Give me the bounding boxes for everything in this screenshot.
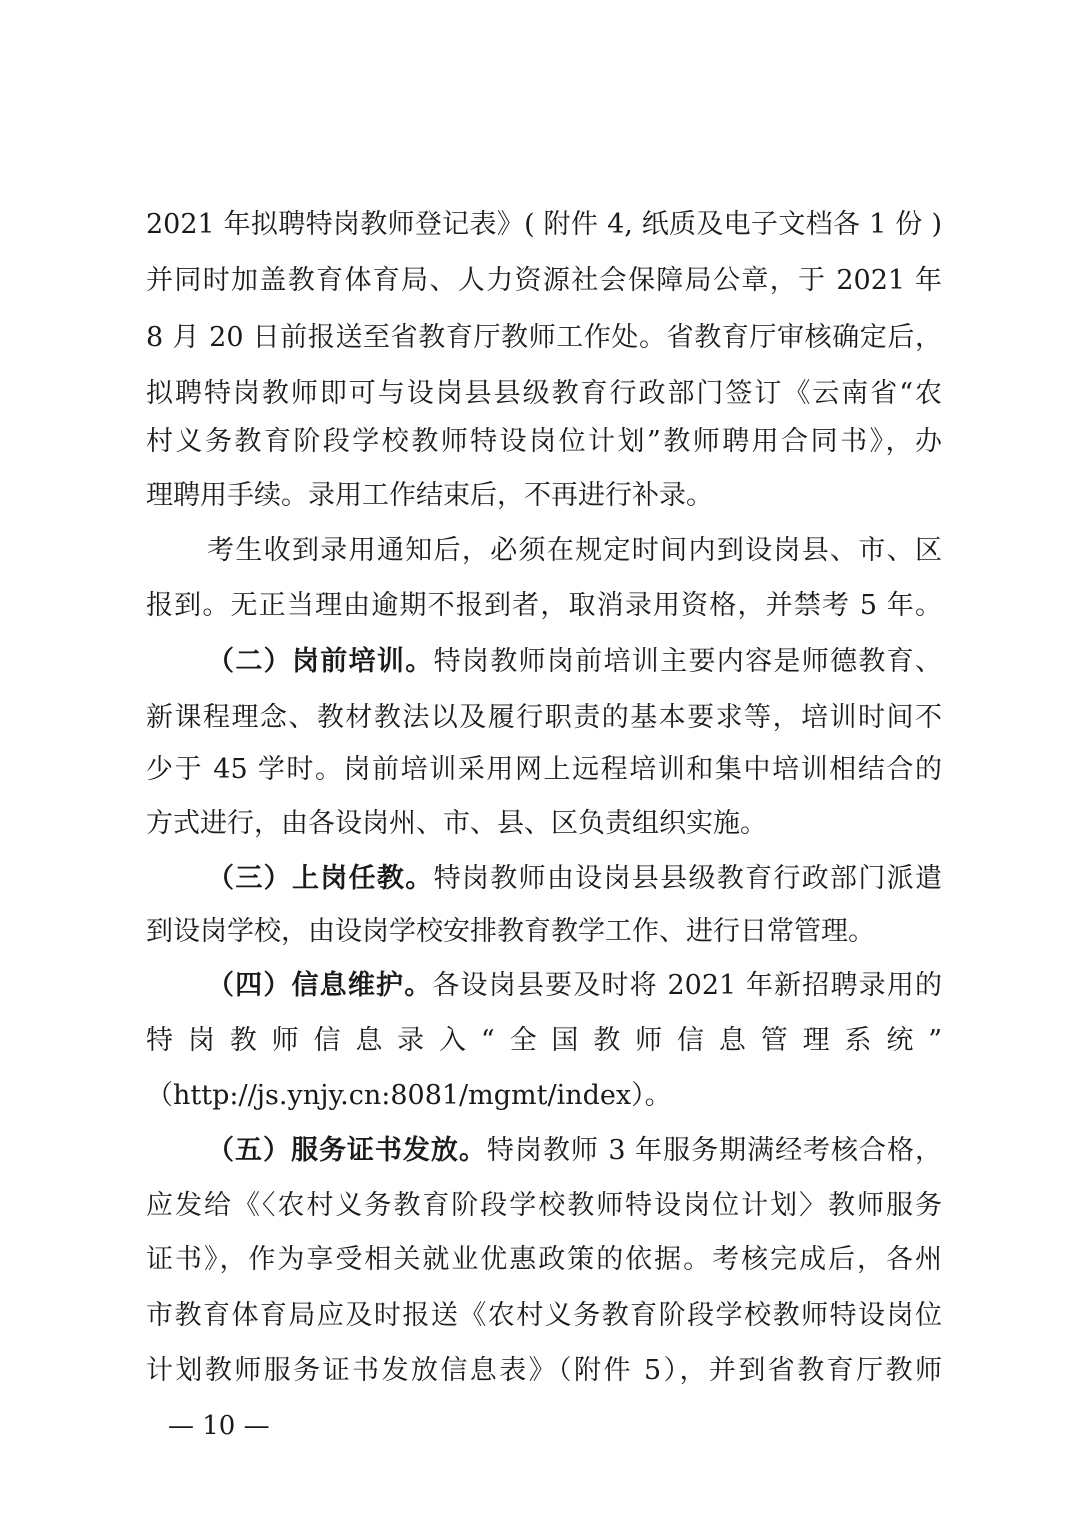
section-heading: （四）信息维护。 — [207, 970, 433, 1001]
paragraph-line: 应发给《〈农村义务教育阶段学校教师特设岗位计划〉教师服务 — [146, 1190, 942, 1221]
paragraph-line: 并同时加盖教育体育局、人力资源社会保障局公章，于 2021 年 — [146, 265, 942, 296]
section-heading: （五）服务证书发放。 — [207, 1135, 487, 1166]
paragraph-line: 特岗教师信息录入“全国教师信息管理系统” — [146, 1025, 942, 1056]
page-number: — 10 — — [168, 1411, 270, 1441]
paragraph-line: 方式进行，由各设岗州、市、县、区负责组织实施。 — [146, 808, 767, 839]
paragraph-line: 考生收到录用通知后，必须在规定时间内到设岗县、市、区 — [207, 535, 942, 566]
url-line: （http://js.ynjy.cn:8081/mgmt/index）。 — [146, 1080, 672, 1111]
section-heading: （二）岗前培训。 — [207, 646, 434, 677]
paragraph-line: 理聘用手续。录用工作结束后，不再进行补录。 — [146, 480, 713, 511]
section-heading-line: （二）岗前培训。特岗教师岗前培训主要内容是师德教育、 — [207, 646, 942, 677]
paragraph-line: 拟聘特岗教师即可与设岗县县级教育行政部门签订《云南省“农 — [146, 378, 942, 409]
paragraph-line: 少于 45 学时。岗前培训采用网上远程培训和集中培训相结合的 — [146, 754, 942, 785]
section-heading-line: （四）信息维护。各设岗县要及时将 2021 年新招聘录用的 — [207, 970, 942, 1001]
paragraph-line: 村义务教育阶段学校教师特设岗位计划”教师聘用合同书》，办 — [146, 426, 942, 457]
paragraph-line: 证书》，作为享受相关就业优惠政策的依据。考核完成后，各州 — [146, 1244, 942, 1275]
paragraph-line: 8 月 20 日前报送至省教育厅教师工作处。省教育厅审核确定后， — [146, 322, 942, 353]
paragraph-line: 计划教师服务证书发放信息表》（附件 5），并到省教育厅教师 — [146, 1355, 942, 1386]
paragraph-line: 2021 年拟聘特岗教师登记表》( 附件 4, 纸质及电子文档各 1 份 ) — [146, 209, 942, 240]
paragraph-line: 到设岗学校，由设岗学校安排教育教学工作、进行日常管理。 — [146, 916, 875, 947]
section-heading: （三）上岗任教。 — [207, 863, 434, 894]
paragraph-line: 报到。无正当理由逾期不报到者，取消录用资格，并禁考 5 年。 — [146, 590, 942, 621]
section-heading-line: （五）服务证书发放。特岗教师 3 年服务期满经考核合格， — [207, 1135, 942, 1166]
paragraph-line: 市教育体育局应及时报送《农村义务教育阶段学校教师特设岗位 — [146, 1300, 942, 1331]
paragraph-line: 新课程理念、教材教法以及履行职责的基本要求等，培训时间不 — [146, 702, 942, 733]
section-heading-line: （三）上岗任教。特岗教师由设岗县县级教育行政部门派遣 — [207, 863, 942, 894]
